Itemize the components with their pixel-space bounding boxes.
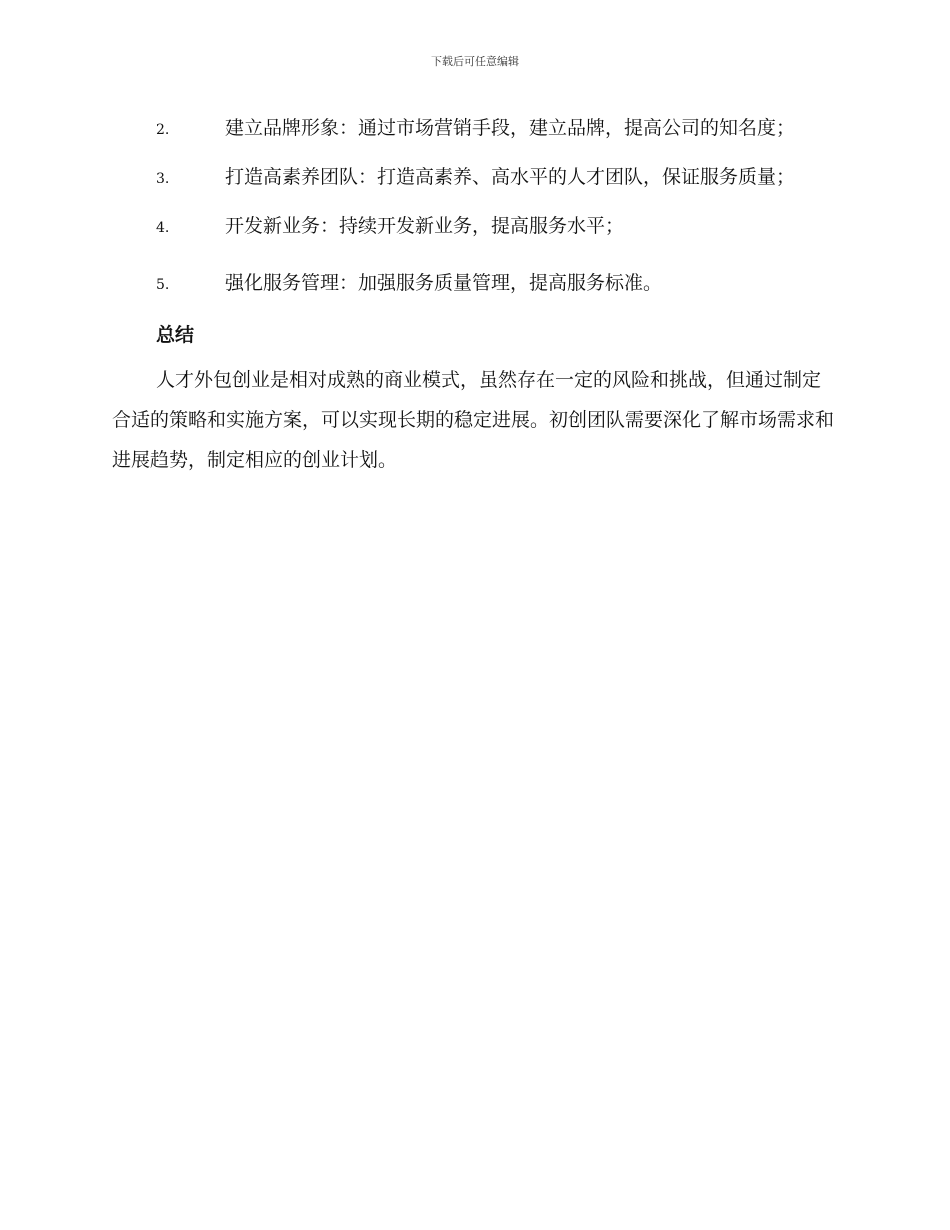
list-item-number: 3. xyxy=(156,171,170,187)
list-item-text: 建立品牌形象：通过市场营销手段，建立品牌，提高公司的知名度； xyxy=(225,117,796,139)
list-item xyxy=(112,108,834,150)
document-body xyxy=(112,108,834,480)
list-item-number: 2. xyxy=(156,122,170,138)
list-item xyxy=(112,206,834,248)
page-header: 下载后可任意编辑 xyxy=(431,55,519,68)
list-item-text: 开发新业务：持续开发新业务，提高服务水平； xyxy=(225,215,625,237)
summary-heading: 总结 xyxy=(156,324,195,346)
summary-paragraph: 人才外包创业是相对成熟的商业模式，虽然存在一定的风险和挑战，但通过制定合适的策略和实施方案，可以实现长期的稳定进展。初创团队需要深化了解市场需求和进展趋势，制定相应的创业计划。 xyxy=(112,369,835,471)
list-item-text: 强化服务管理：加强服务质量管理，提高服务标准。 xyxy=(225,272,663,294)
list-item-text: 打造高素养团队：打造高素养、高水平的人才团队，保证服务质量； xyxy=(225,166,796,188)
list-item xyxy=(112,263,834,305)
list-item xyxy=(112,157,834,199)
list-item-number: 4. xyxy=(156,220,170,236)
list-item-number: 5. xyxy=(156,277,170,293)
